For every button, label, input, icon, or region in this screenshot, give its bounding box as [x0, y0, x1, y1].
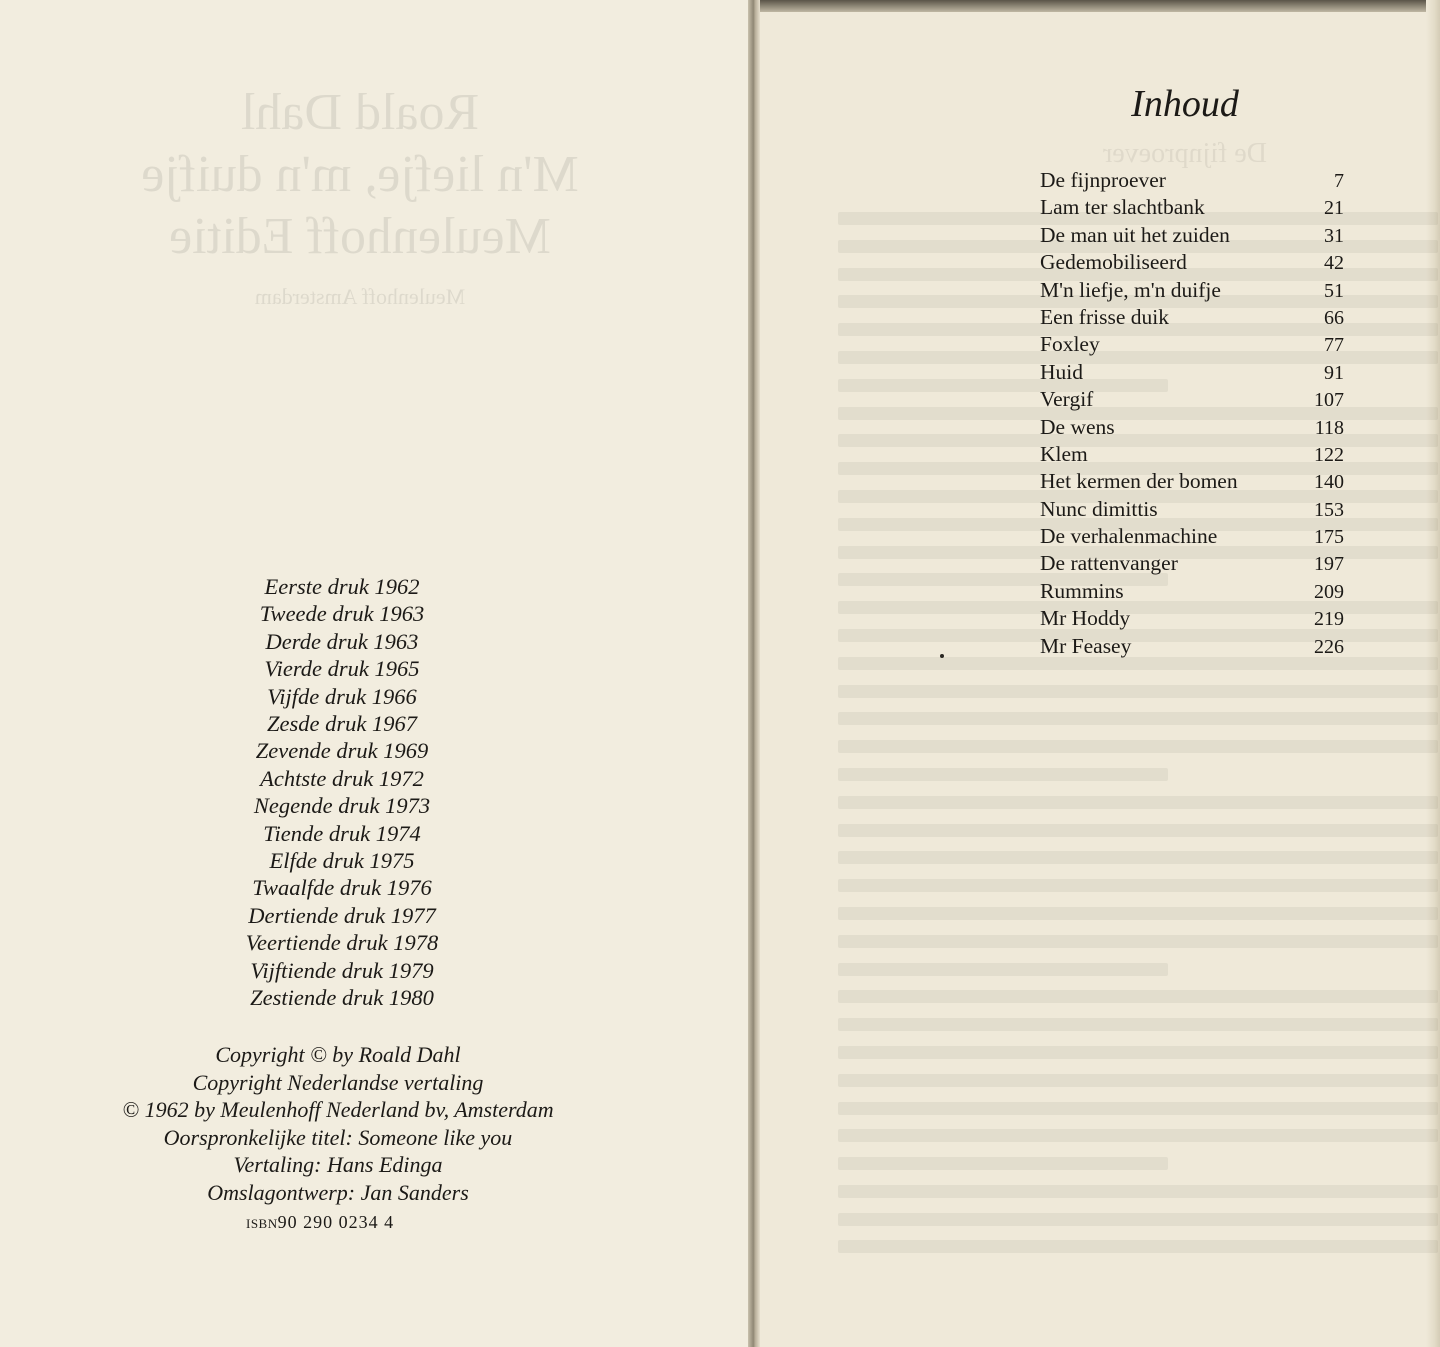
toc-entry-page: 122	[1314, 443, 1344, 466]
show-through-line	[838, 907, 1438, 920]
toc-entry	[1040, 250, 1344, 277]
copyright-block	[70, 1041, 606, 1207]
toc-entry	[1040, 332, 1344, 359]
isbn-label: ISBN	[246, 1216, 278, 1231]
book-gutter	[748, 0, 760, 1347]
table-of-contents	[1040, 168, 1344, 661]
toc-entry-page: 21	[1324, 197, 1344, 220]
copyright-line: Copyright Nederlandse vertaling	[192, 1069, 484, 1095]
toc-entry-page: 226	[1314, 635, 1344, 658]
copyright-line: Vertaling: Hans Edinga	[233, 1152, 443, 1178]
toc-entry-title: M'n liefje, m'n duifje	[1040, 277, 1221, 302]
toc-entry-title: Mr Feasey	[1040, 633, 1132, 658]
show-through-line	[838, 1157, 1168, 1170]
toc-entry	[1040, 168, 1344, 195]
show-through-line	[838, 712, 1438, 725]
toc-entry-page: 51	[1324, 279, 1344, 302]
page-top-shadow	[760, 0, 1440, 12]
edition-line: Zesde druk 1967	[267, 711, 417, 737]
show-through-heading: De fijnproever	[1102, 138, 1268, 169]
show-through-title-line: Roald Dahl	[240, 84, 480, 141]
toc-entry	[1040, 387, 1344, 414]
edition-line: Vierde druk 1965	[264, 656, 420, 682]
show-through-title	[40, 82, 680, 268]
edition-line: Dertiende druk 1977	[248, 902, 436, 928]
show-through-line	[838, 1129, 1438, 1142]
edition-line: Tiende druk 1974	[263, 820, 421, 846]
show-through-line	[838, 935, 1438, 948]
toc-entry	[1040, 579, 1344, 606]
show-through-line	[838, 851, 1438, 864]
show-through-line	[838, 796, 1438, 809]
toc-entry-title: Een frisse duik	[1040, 304, 1169, 329]
toc-entry-title: Vergif	[1040, 387, 1094, 412]
toc-entry-page: 175	[1314, 526, 1344, 549]
edition-line: Vijfde druk 1966	[267, 683, 417, 709]
copyright-line: Copyright © by Roald Dahl	[215, 1042, 461, 1067]
toc-entry-title: De rattenvanger	[1040, 551, 1178, 576]
copyright-line: Omslagontwerp: Jan Sanders	[207, 1179, 469, 1205]
toc-entry-title: De man uit het zuiden	[1040, 222, 1230, 247]
toc-entry-page: 197	[1314, 553, 1344, 576]
toc-entry-title: Huid	[1040, 359, 1083, 384]
edition-line: Veertiende druk 1978	[245, 930, 439, 956]
edition-line: Elfde druk 1975	[269, 848, 415, 874]
edition-line: Zestiende druk 1980	[250, 985, 434, 1011]
edition-line: Twaalfde druk 1976	[252, 875, 432, 901]
isbn-number: 90 290 0234 4	[277, 1212, 395, 1232]
show-through-line	[838, 963, 1168, 976]
copyright-line: © 1962 by Meulenhoff Nederland bv, Amsterdam	[122, 1097, 554, 1123]
show-through-title-line: M'n liefje, m'n duifje	[141, 146, 579, 203]
toc-entry-title: De fijnproever	[1040, 168, 1166, 192]
ink-dot	[940, 654, 944, 658]
toc-entry	[1040, 634, 1344, 661]
toc-entry-page: 77	[1324, 334, 1344, 357]
show-through-line	[838, 1213, 1438, 1226]
show-through-line	[838, 990, 1438, 1003]
toc-entry-page: 118	[1314, 416, 1344, 439]
toc-entry-title: Rummins	[1040, 578, 1124, 603]
toc-entry-page: 107	[1314, 389, 1344, 412]
toc-entry-title: Klem	[1040, 441, 1088, 466]
toc-entry	[1040, 195, 1344, 222]
toc-entry	[1040, 524, 1344, 551]
edition-list	[176, 573, 508, 1012]
toc-entry	[1040, 278, 1344, 305]
show-through-line	[838, 1018, 1438, 1031]
toc-entry-title: Lam ter slachtbank	[1040, 195, 1205, 220]
toc-entry	[1040, 223, 1344, 250]
toc-entry-title: De verhalenmachine	[1040, 524, 1218, 549]
toc-entry-title: Gedemobiliseerd	[1040, 250, 1187, 275]
edition-line: Negende druk 1973	[253, 793, 431, 819]
edition-line: Zevende druk 1969	[255, 738, 429, 764]
toc-entry-page: 153	[1314, 498, 1344, 521]
toc-entry-page: 140	[1314, 471, 1344, 494]
toc-entry-page: 91	[1324, 361, 1344, 384]
toc-entry-title: Foxley	[1040, 332, 1100, 357]
show-through-title-line: Meulenhoff Editie	[169, 208, 551, 265]
show-through-line	[838, 1240, 1438, 1253]
show-through-line	[838, 824, 1438, 837]
toc-title: Inhoud	[1131, 83, 1239, 125]
toc-entry	[1040, 442, 1344, 469]
toc-entry-page: 42	[1324, 252, 1344, 275]
toc-entry	[1040, 551, 1344, 578]
toc-entry-title: Het kermen der bomen	[1040, 469, 1238, 494]
toc-entry	[1040, 415, 1344, 442]
toc-entry-page: 7	[1334, 170, 1344, 192]
toc-entry-page: 209	[1314, 580, 1344, 603]
toc-entry-page: 31	[1324, 224, 1344, 247]
toc-entry-page: 66	[1324, 306, 1344, 329]
show-through-line	[838, 1102, 1438, 1115]
toc-entry	[1040, 305, 1344, 332]
edition-line: Tweede druk 1963	[259, 601, 425, 627]
edition-line: Achtste druk 1972	[260, 765, 424, 791]
toc-entry	[1040, 606, 1344, 633]
show-through-line	[838, 879, 1438, 892]
toc-entry-title: De wens	[1040, 414, 1115, 439]
show-through-line	[838, 768, 1168, 781]
toc-entry-page: 219	[1314, 608, 1344, 631]
edition-line: Eerste druk 1962	[264, 574, 420, 599]
toc-entry-title: Mr Hoddy	[1040, 606, 1131, 631]
show-through-line	[838, 1074, 1438, 1087]
show-through-line	[838, 740, 1438, 753]
edition-line: Vijftiende druk 1979	[250, 957, 434, 983]
show-through-line	[838, 1046, 1438, 1059]
toc-entry	[1040, 469, 1344, 496]
toc-entry-title: Nunc dimittis	[1040, 496, 1158, 521]
show-through-line	[838, 685, 1438, 698]
show-through-line	[838, 1185, 1438, 1198]
show-through-imprint: Meulenhoff Amsterdam	[254, 284, 466, 309]
isbn	[246, 1212, 446, 1233]
toc-entry	[1040, 360, 1344, 387]
toc-entry	[1040, 497, 1344, 524]
copyright-line: Oorspronkelijke titel: Someone like you	[163, 1124, 513, 1150]
edition-line: Derde druk 1963	[265, 628, 419, 654]
